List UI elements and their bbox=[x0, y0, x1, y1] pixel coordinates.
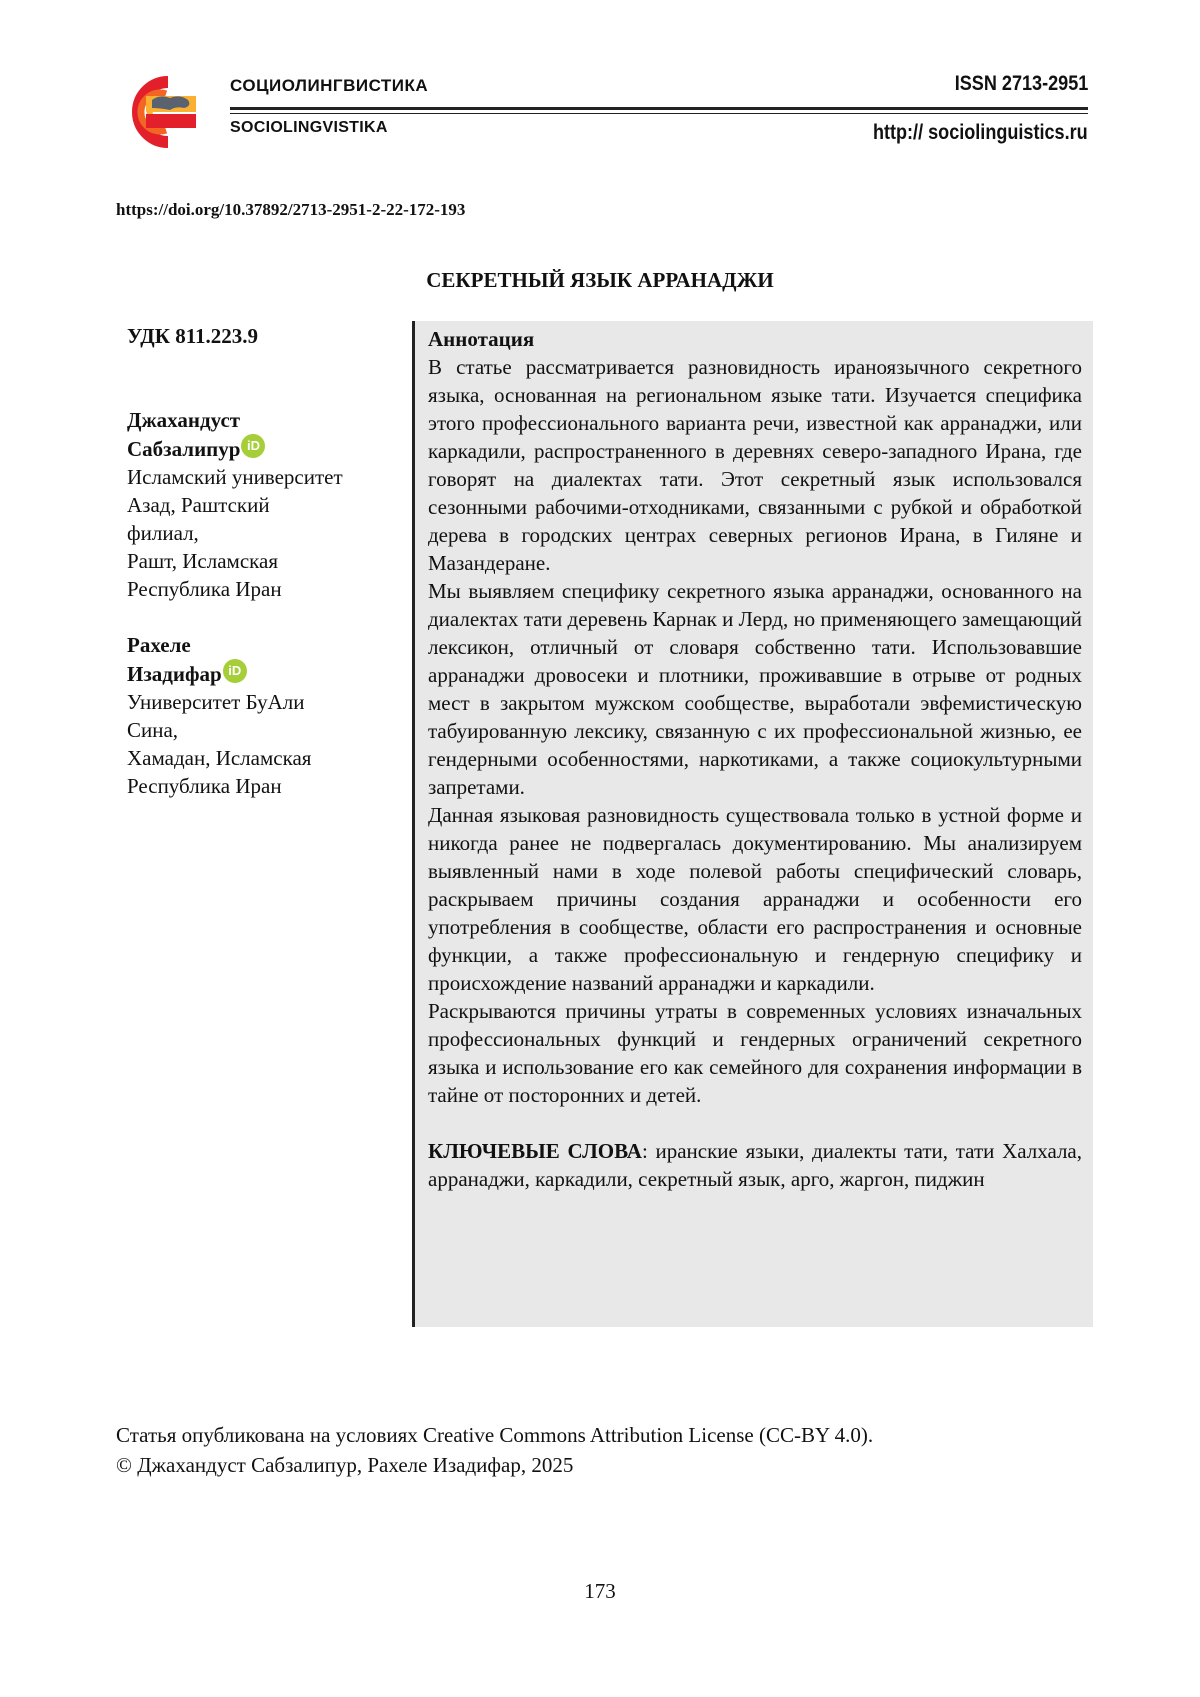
author-1-affiliation-line: Азад, Раштский bbox=[127, 493, 270, 517]
article-title: СЕКРЕТНЫЙ ЯЗЫК АРРАНАДЖИ bbox=[426, 268, 774, 292]
author-1-affiliation-line: Рашт, Исламская bbox=[127, 549, 279, 573]
doi-link[interactable]: https://doi.org/10.37892/2713-2951-2-22-172-193 bbox=[116, 200, 466, 219]
author-2-affiliation-line: Хамадан, Исламская bbox=[127, 746, 312, 770]
author-2 bbox=[127, 631, 397, 800]
license-notice bbox=[116, 1420, 873, 1480]
abstract-heading: Аннотация bbox=[428, 327, 535, 351]
journal-url[interactable]: http:// sociolinguistics.ru bbox=[873, 121, 1088, 144]
abstract-paragraph: Мы выявляем специфику секретного языка арранаджи, основанного на диалектах тати деревень Карнак и Лерд, но применяющего замещающий лексикон, отличный от словаря собственно тати. Использовавшие арранаджи дровосеки и плотники, проживавшие в отрыве от родных мест в закрытом мужском сообществе, выработали эвфемистическую табуированную лексику, связанную с их профессиональной жизнью, ее гендерными особенностями, наркотиками, а также социокультурными запретами. bbox=[428, 579, 1082, 799]
author-1-name-line1: Джахандуст bbox=[127, 408, 241, 432]
keywords bbox=[428, 1137, 1082, 1193]
journal-name-ru: СОЦИОЛИНГВИСТИКА bbox=[230, 76, 429, 95]
author-2-affiliation-line: Республика Иран bbox=[127, 774, 282, 798]
orcid-icon[interactable]: iD bbox=[223, 659, 247, 683]
abstract-paragraph: Данная языковая разновидность существовала только в устной форме и никогда ранее не подвергалась документированию. Мы анализируем выявленный нами в ходе полевой работы специфический словарь, раскрываем причины создания арранаджи и особенности его употребления в сообществе, области его распространения и основные функции, а также профессиональную и гендерную специфику и происхождение названий арранаджи и каркадили. bbox=[428, 803, 1082, 995]
orcid-icon[interactable]: iD bbox=[241, 434, 265, 458]
author-2-affiliation-line: Университет БуАли bbox=[127, 690, 305, 714]
keywords-text: : иранские языки, диалекты тати, тати Халхала, арранаджи, каркадили, секретный язык, арго, жаргон, пиджин bbox=[428, 1139, 1083, 1191]
author-2-affiliation-line: Сина, bbox=[127, 718, 179, 742]
author-1-affiliation-line: Исламский университет bbox=[127, 465, 343, 489]
license-line: Статья опубликована на условиях Creative Commons Attribution License (CC-BY 4.0). bbox=[116, 1423, 874, 1447]
journal-name-en: SOCIOLINGVISTIKA bbox=[230, 119, 388, 136]
keywords-label: КЛЮЧЕВЫЕ СЛОВА bbox=[428, 1139, 642, 1163]
abstract-paragraph: В статье рассматривается разновидность ираноязычного секретного языка, основанная на региональном языке тати. Изучается специфика этого профессионального варианта речи, известной как арранаджи, или каркадили, распространенного в деревнях северо-западного Ирана, где говорят на диалектах тати. Этот секретный язык использовался сезонными рабочими-отходниками, связанными с рубкой и обработкой дерева в городских центрах северных регионов Ирана, в Гиляне и Мазандеране. bbox=[428, 355, 1082, 575]
author-2-name-line2: Изадифар bbox=[127, 662, 222, 686]
author-2-name-line1: Рахеле bbox=[127, 633, 191, 657]
abstract-paragraph: Раскрываются причины утраты в современных условиях изначальных профессиональных функций и гендерных ограничений секретного языка и использование его как семейного для сохранения информации в тайне от посторонних и детей. bbox=[428, 999, 1082, 1107]
header-rule-thin bbox=[230, 113, 1088, 114]
abstract-box bbox=[412, 321, 1093, 1327]
author-1-affiliation-line: Республика Иран bbox=[127, 577, 282, 601]
header-rule-thick bbox=[230, 107, 1088, 110]
issn: ISSN 2713-2951 bbox=[954, 72, 1088, 95]
copyright-line: © Джахандуст Сабзалипур, Рахеле Изадифар, 2025 bbox=[116, 1453, 574, 1477]
author-1 bbox=[127, 406, 397, 603]
author-1-affiliation-line: филиал, bbox=[127, 521, 199, 545]
author-1-name-line2: Сабзалипур bbox=[127, 437, 241, 461]
author-column bbox=[127, 322, 397, 828]
journal-logo bbox=[108, 76, 210, 148]
page-number: 173 bbox=[584, 1579, 616, 1603]
udk-code: УДК 811.223.9 bbox=[127, 324, 259, 348]
